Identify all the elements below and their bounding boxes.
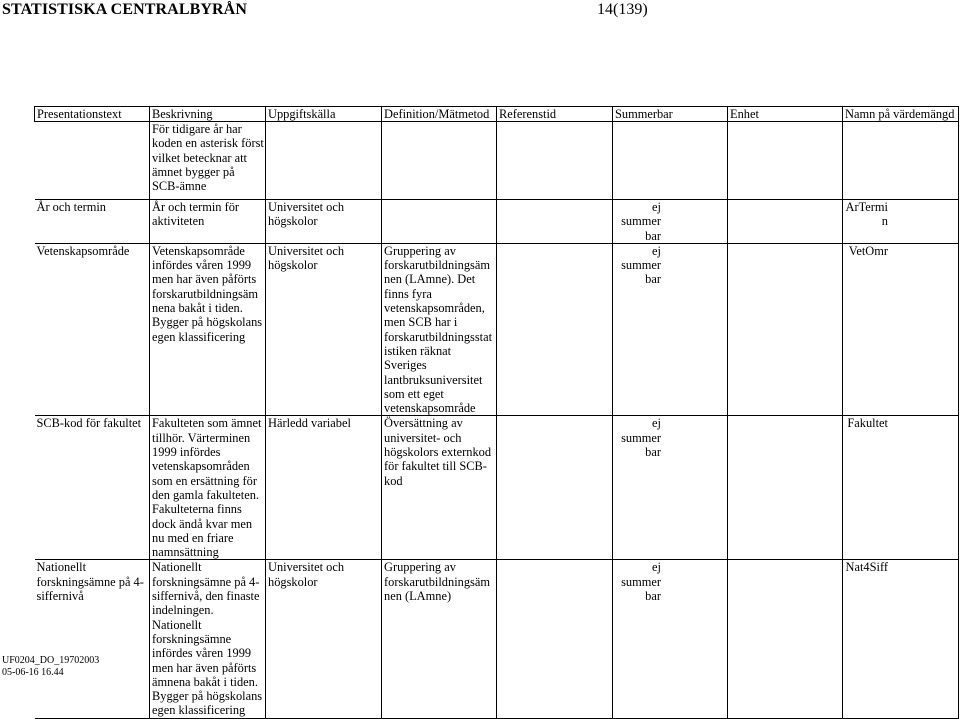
cell-definition xyxy=(382,122,497,200)
cell-summerbar xyxy=(613,122,728,200)
cell-beskrivning: För tidigare år har koden en asterisk först vilket betecknar att ämnet bygger på SCB-ämne xyxy=(150,122,266,200)
cell-namn: ArTermin xyxy=(843,200,959,244)
cell-referenstid xyxy=(497,122,613,200)
column-header-summerbar: Summerbar xyxy=(613,107,728,122)
cell-enhet xyxy=(728,200,843,244)
column-header-beskrivning: Beskrivning xyxy=(150,107,266,122)
cell-presentationstext xyxy=(35,122,150,200)
table-row xyxy=(35,200,959,244)
cell-uppgiftskalla: Universitet och högskolor xyxy=(266,200,382,244)
cell-beskrivning: Nationellt forskningsämne på 4-siffernivå, den finaste indelningen. Nationellt forskningsämne infördes våren 1999 men har även påförts ämnena bakåt i tiden. Bygger på högskolans egen klassificering xyxy=(150,560,266,718)
cell-uppgiftskalla: Härledd variabel xyxy=(266,416,382,560)
table-row xyxy=(35,122,959,200)
cell-referenstid xyxy=(497,200,613,244)
document-code: UF0204_DO_19702003 xyxy=(2,655,100,666)
cell-uppgiftskalla: Universitet och högskolor xyxy=(266,243,382,416)
cell-summerbar: ej summerbar xyxy=(613,200,728,244)
cell-enhet xyxy=(728,243,843,416)
cell-namn: VetOmr xyxy=(843,243,959,416)
variable-table xyxy=(34,106,959,719)
cell-definition: Gruppering av forskarutbildningsämnen (LAmne) xyxy=(382,560,497,718)
page-title: STATISTISKA CENTRALBYRÅN xyxy=(2,1,247,18)
cell-enhet xyxy=(728,416,843,560)
cell-presentationstext: Nationellt forskningsämne på 4-siffernivå xyxy=(35,560,150,718)
cell-definition xyxy=(382,200,497,244)
table-row xyxy=(35,243,959,416)
cell-beskrivning: Vetenskapsområde infördes våren 1999 men har även påförts forskarutbildningsämnena bakåt i tiden. Bygger på högskolans egen klassificering xyxy=(150,243,266,416)
cell-referenstid xyxy=(497,416,613,560)
cell-presentationstext: År och termin xyxy=(35,200,150,244)
cell-presentationstext: SCB-kod för fakultet xyxy=(35,416,150,560)
cell-beskrivning: Fakulteten som ämnet tillhör. Värterminen 1999 infördes vetenskapsområden som en ersättning för den gamla fakulteten. Fakulteterna finns dock ändå kvar men nu med en friare namnsättning xyxy=(150,416,266,560)
table-header-row xyxy=(35,107,959,122)
cell-enhet xyxy=(728,560,843,718)
cell-beskrivning: År och termin för aktiviteten xyxy=(150,200,266,244)
cell-summerbar: ej summerbar xyxy=(613,416,728,560)
column-header-referenstid: Referenstid xyxy=(497,107,613,122)
cell-referenstid xyxy=(497,560,613,718)
cell-uppgiftskalla: Universitet och högskolor xyxy=(266,560,382,718)
table-row xyxy=(35,560,959,718)
table-row xyxy=(35,416,959,560)
column-header-enhet: Enhet xyxy=(728,107,843,122)
column-header-namn: Namn på värdemängd xyxy=(843,107,959,122)
cell-summerbar: ej summerbar xyxy=(613,560,728,718)
page-number: 14(139) xyxy=(597,1,648,18)
column-header-uppgiftskalla: Uppgiftskälla xyxy=(266,107,382,122)
cell-namn: Fakultet xyxy=(843,416,959,560)
cell-referenstid xyxy=(497,243,613,416)
cell-summerbar: ej summerbar xyxy=(613,243,728,416)
cell-definition: Översättning av universitet- och högskolors externkod för fakultet till SCB-kod xyxy=(382,416,497,560)
document-date: 05-06-16 16.44 xyxy=(2,667,64,678)
column-header-definition: Definition/Mätmetod xyxy=(382,107,497,122)
cell-uppgiftskalla xyxy=(266,122,382,200)
cell-namn: Nat4Siff xyxy=(843,560,959,718)
column-header-presentationstext: Presentationstext xyxy=(35,107,150,122)
cell-definition: Gruppering av forskarutbildningsämnen (LAmne). Det finns fyra vetenskapsområden, men SCB har i forskarutbildningsstatistiken räknat Sveriges lantbruksuniversitet som ett eget vetenskapsområde xyxy=(382,243,497,416)
cell-presentationstext: Vetenskapsområde xyxy=(35,243,150,416)
cell-namn xyxy=(843,122,959,200)
cell-enhet xyxy=(728,122,843,200)
